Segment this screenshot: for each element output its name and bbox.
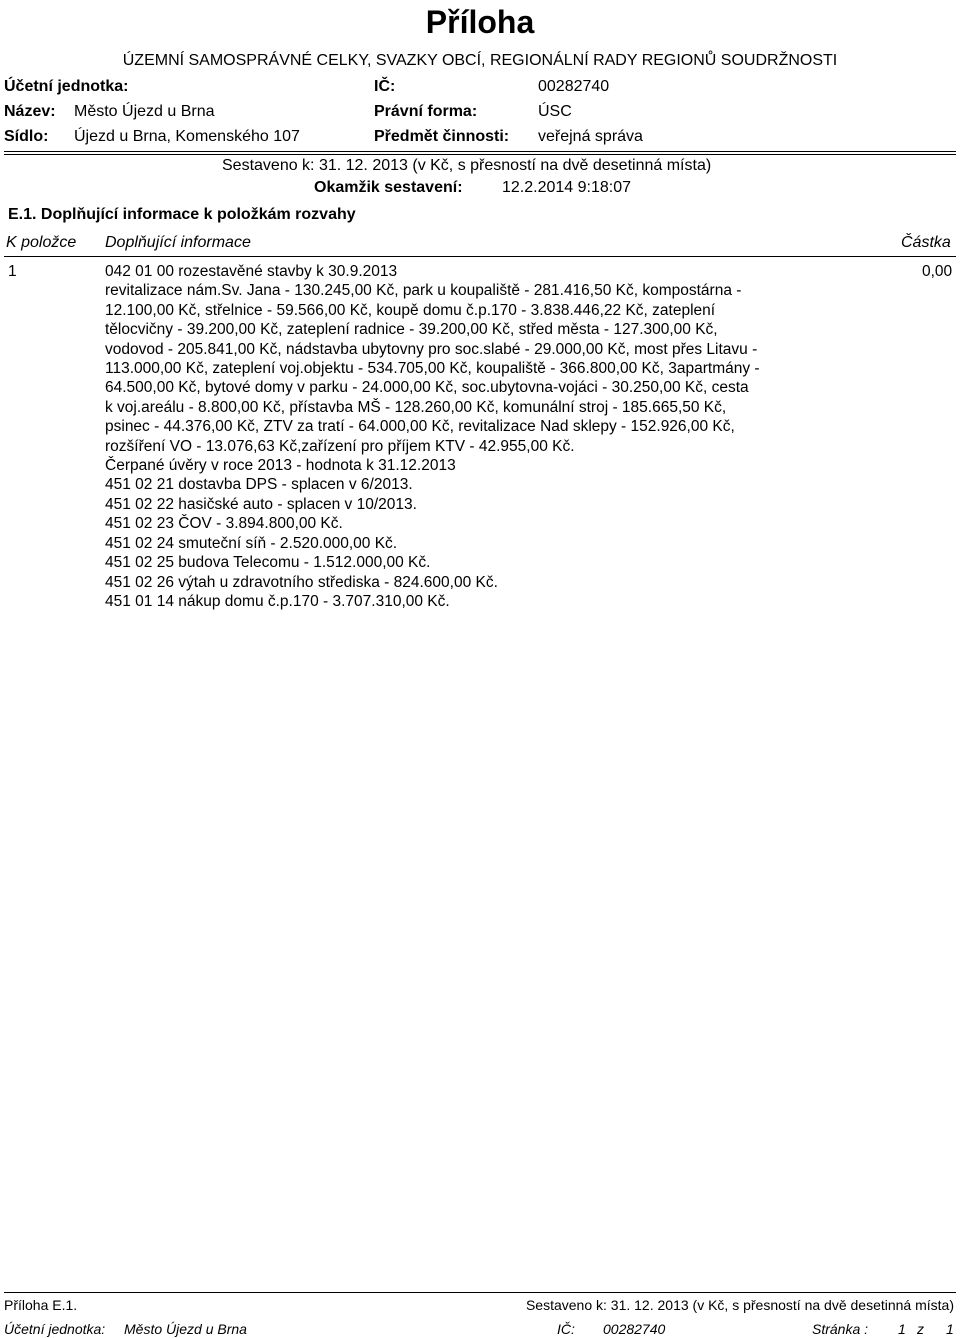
column-header-item: K položce <box>6 234 77 251</box>
moment-label: Okamžik sestavení: <box>314 179 463 196</box>
description-line: 451 02 22 hasičské auto - splacen v 10/2013. <box>105 495 417 513</box>
compiled-date: Sestaveno k: 31. 12. 2013 (v Kč, s přesností na dvě desetinná místa) <box>222 157 712 174</box>
row-index: 1 <box>8 263 17 280</box>
description-line: vodovod - 205.841,00 Kč, nádstavba ubytovny pro soc.slabé - 29.000,00 Kč, most přes Litavu - <box>105 340 758 358</box>
section-title: E.1. Doplňující informace k položkám rozvahy <box>8 206 356 223</box>
footer-page-label: Stránka : <box>812 1321 869 1337</box>
name-label: Název: <box>4 103 56 120</box>
legal-form-label: Právní forma: <box>374 103 478 120</box>
page-title: Příloha <box>425 4 535 40</box>
footer-ic-value: 00282740 <box>603 1321 666 1337</box>
row-description <box>105 262 835 611</box>
footer-page-of: z <box>917 1321 924 1337</box>
description-line: 451 02 21 dostavba DPS - splacen v 6/2013. <box>105 476 413 494</box>
description-line: k voj.areálu - 8.800,00 Kč, přístavba MŠ - 128.260,00 Kč, komunální stroj - 185.665,50 Kč, <box>105 398 727 416</box>
table-header-rule <box>4 256 956 257</box>
description-line: Čerpané úvěry v roce 2013 - hodnota k 31.12.2013 <box>105 457 456 475</box>
activity-label: Předmět činnosti: <box>374 128 510 145</box>
description-line: 451 02 23 ČOV - 3.894.800,00 Kč. <box>105 515 343 533</box>
description-line: 451 02 26 výtah u zdravotního střediska - 824.600,00 Kč. <box>105 573 498 591</box>
ic-value: 00282740 <box>538 78 610 95</box>
description-line: revitalizace nám.Sv. Jana - 130.245,00 Kč, park u koupaliště - 281.416,50 Kč, kompostárna - <box>105 282 742 300</box>
seat-label: Sídlo: <box>4 128 49 145</box>
seat-value: Újezd u Brna, Komenského 107 <box>74 128 300 145</box>
page-subtitle: ÚZEMNÍ SAMOSPRÁVNÉ CELKY, SVAZKY OBCÍ, REGIONÁLNÍ RADY REGIONŮ SOUDRŽNOSTI <box>122 52 838 69</box>
footer-unit-label: Účetní jednotka: <box>4 1321 106 1337</box>
description-line: 113.000,00 Kč, zateplení voj.objektu - 534.705,00 Kč, koupaliště - 366.800,00 Kč, 3apartmány - <box>105 360 760 378</box>
footer-rule <box>4 1292 956 1293</box>
name-value: Město Újezd u Brna <box>74 103 215 120</box>
moment-value: 12.2.2014 9:18:07 <box>502 179 632 196</box>
footer-page-total: 1 <box>946 1321 954 1337</box>
activity-value: veřejná správa <box>538 128 643 145</box>
description-line: 12.100,00 Kč, střelnice - 59.566,00 Kč, koupě domu č.p.170 - 3.838.446,22 Kč, zateplení <box>105 301 716 319</box>
description-line: 64.500,00 Kč, bytové domy v parku - 24.000,00 Kč, soc.ubytovna-vojáci - 30.250,00 Kč, cesta <box>105 379 749 397</box>
row-amount: 0,00 <box>922 263 953 280</box>
description-line: 042 01 00 rozestavěné stavby k 30.9.2013 <box>105 263 398 280</box>
description-line: psinec - 44.376,00 Kč, ZTV za tratí - 64.000,00 Kč, revitalizace Nad sklepy - 152.926,00 Kč, <box>105 418 735 436</box>
header-divider <box>4 151 956 155</box>
legal-form-value: ÚSC <box>538 103 572 120</box>
description-line: tělocvičny - 39.200,00 Kč, zateplení radnice - 39.200,00 Kč, střed města - 127.300,00 Kč, <box>105 321 718 339</box>
footer-unit-value: Město Újezd u Brna <box>124 1321 247 1337</box>
unit-label: Účetní jednotka: <box>4 78 129 95</box>
description-line: 451 01 14 nákup domu č.p.170 - 3.707.310,00 Kč. <box>105 592 450 610</box>
footer-page-current: 1 <box>898 1321 906 1337</box>
footer-ic-label: IČ: <box>557 1321 575 1337</box>
footer-section-ref: Příloha E.1. <box>4 1297 78 1313</box>
description-line: 451 02 24 smuteční síň - 2.520.000,00 Kč. <box>105 534 398 552</box>
description-line: 451 02 25 budova Telecomu - 1.512.000,00 Kč. <box>105 554 431 572</box>
description-line: rozšíření VO - 13.076,63 Kč,zařízení pro příjem KTV - 42.955,00 Kč. <box>105 437 575 455</box>
column-header-info: Doplňující informace <box>105 234 251 251</box>
column-header-amount: Částka <box>901 234 951 251</box>
footer-compiled-date: Sestaveno k: 31. 12. 2013 (v Kč, s přesností na dvě desetinná místa) <box>525 1297 954 1313</box>
ic-label: IČ: <box>374 78 396 95</box>
